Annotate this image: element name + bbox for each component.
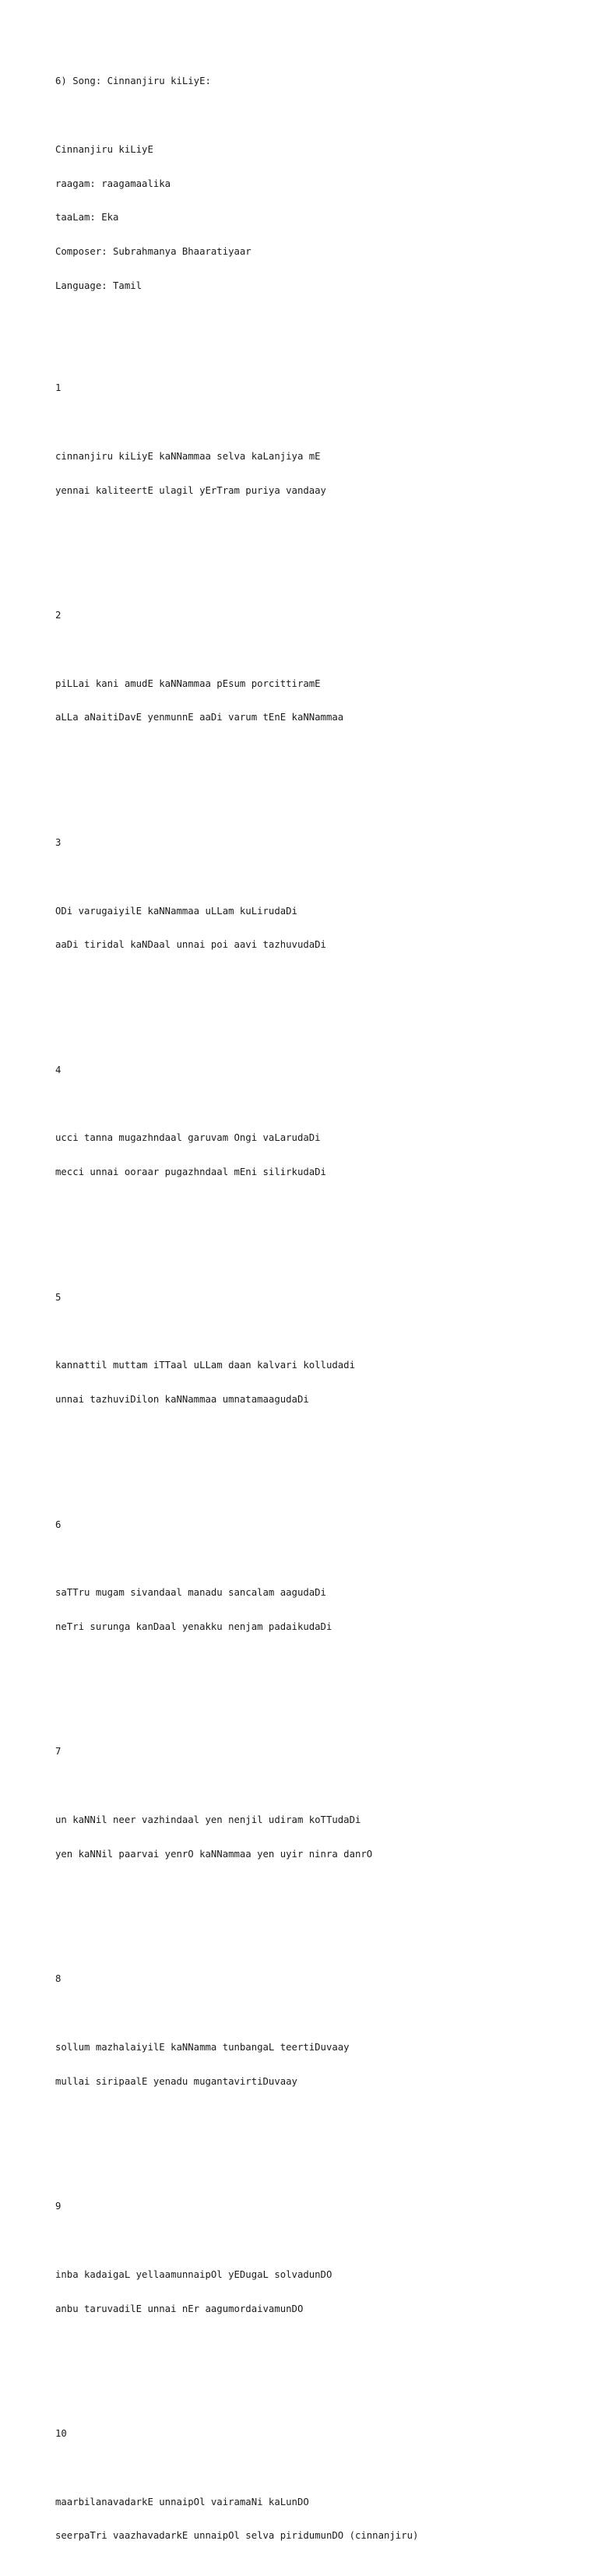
verse-2 bbox=[55, 587, 585, 780]
verse-line: unnai tazhuviDilon kaNNammaa umnatamaagudaDi bbox=[55, 1394, 309, 1406]
verse-6 bbox=[55, 1496, 585, 1689]
verse-number: 7 bbox=[55, 1746, 62, 1758]
composer-line: Composer: Subrahmanya Bhaaratiyaar bbox=[55, 246, 252, 258]
verse-line: cinnanjiru kiLiyE kaNNammaa selva kaLanjiya mE bbox=[55, 450, 321, 462]
blank-line bbox=[55, 644, 585, 656]
verse-line: maarbilanavadarkE unnaipOl vairamaNi kaLunDO bbox=[55, 2496, 309, 2507]
verse-line: aLLa aNaitiDavE yenmunnE aaDi varum tEnE kaNNammaa bbox=[55, 712, 344, 723]
verse-number: 3 bbox=[55, 836, 62, 848]
verse-10 bbox=[55, 2405, 585, 2564]
verse-line: saTTru mugam sivandaal manadu sancalam aagudaDi bbox=[55, 1587, 326, 1599]
verse-line: inba kadaigaL yellaamunnaipOl yEDugaL solvadunDO bbox=[55, 2268, 332, 2280]
verse-7 bbox=[55, 1723, 585, 1916]
blank-line bbox=[55, 315, 585, 326]
verse-line: kannattil muttam iTTaal uLLam daan kalvari kolludadi bbox=[55, 1360, 355, 1371]
verse-line: seerpaTri vaazhavadarkE unnaipOl selva piridumunDO (cinnanjiru) bbox=[55, 2530, 419, 2542]
verse-number: 1 bbox=[55, 382, 62, 394]
verse-line: sollum mazhalaiyilE kaNNamma tunbangaL teertiDuvaay bbox=[55, 2041, 350, 2053]
verse-line: aaDi tiridal kaNDaal unnai poi aavi tazhuvudaDi bbox=[55, 939, 326, 951]
blank-line bbox=[55, 1201, 585, 1212]
lyrics-document bbox=[55, 53, 585, 2576]
blank-line bbox=[55, 2462, 585, 2474]
blank-line bbox=[55, 1428, 585, 1440]
blank-line bbox=[55, 1326, 585, 1338]
blank-line bbox=[55, 1883, 585, 1895]
verse-3 bbox=[55, 815, 585, 1008]
verse-line: yen kaNNil paarvai yenrO kaNNammaa yen uyir ninra danrO bbox=[55, 1848, 373, 1860]
verse-number: 8 bbox=[55, 1973, 62, 1985]
verse-line: ODi varugaiyilE kaNNammaa uLLam kuLirudaDi bbox=[55, 905, 297, 917]
blank-line bbox=[55, 2110, 585, 2121]
raagam-line: raagam: raagamaalika bbox=[55, 178, 171, 189]
song-name: Cinnanjiru kiLiyE bbox=[55, 143, 153, 155]
verse-1 bbox=[55, 360, 585, 553]
blank-line bbox=[55, 2008, 585, 2019]
verse-9 bbox=[55, 2178, 585, 2371]
verse-number: 9 bbox=[55, 2201, 62, 2212]
blank-line bbox=[55, 110, 585, 121]
song-title: 6) Song: Cinnanjiru kiLiyE: bbox=[55, 76, 211, 87]
blank-line bbox=[55, 2337, 585, 2349]
blank-line bbox=[55, 2235, 585, 2247]
language-line: Language: Tamil bbox=[55, 280, 142, 291]
verse-line: un kaNNil neer vazhindaal yen nenjil udiram koTTudaDi bbox=[55, 1814, 361, 1826]
blank-line bbox=[55, 1553, 585, 1564]
verse-number: 6 bbox=[55, 1519, 62, 1530]
blank-line bbox=[55, 1656, 585, 1667]
verse-line: piLLai kani amudE kaNNammaa pEsum porcittiramE bbox=[55, 677, 321, 689]
blank-line bbox=[55, 1780, 585, 1792]
verse-4 bbox=[55, 1042, 585, 1235]
verse-8 bbox=[55, 1951, 585, 2144]
verse-number: 2 bbox=[55, 610, 62, 621]
verse-line: mullai siripaalE yenadu mugantavirtiDuvaay bbox=[55, 2075, 297, 2087]
blank-line bbox=[55, 871, 585, 883]
blank-line bbox=[55, 519, 585, 530]
verse-5 bbox=[55, 1269, 585, 1462]
blank-line bbox=[55, 1099, 585, 1110]
taalam-line: taaLam: Eka bbox=[55, 212, 119, 223]
verse-number: 4 bbox=[55, 1064, 62, 1075]
verse-line: mecci unnai ooraar pugazhndaal mEni silirkudaDi bbox=[55, 1167, 326, 1178]
verse-number: 5 bbox=[55, 1291, 62, 1303]
blank-line bbox=[55, 417, 585, 428]
verse-line: neTri surunga kanDaal yenakku nenjam padaikudaDi bbox=[55, 1621, 332, 1632]
blank-line bbox=[55, 746, 585, 758]
verse-line: anbu taruvadilE unnai nEr aagumordaivamunDO bbox=[55, 2303, 304, 2314]
verse-line: ucci tanna mugazhndaal garuvam Ongi vaLarudaDi bbox=[55, 1132, 321, 1144]
verse-number: 10 bbox=[55, 2428, 67, 2440]
blank-line bbox=[55, 973, 585, 985]
verse-line: yennai kaliteertE ulagil yErTram puriya vandaay bbox=[55, 484, 326, 496]
